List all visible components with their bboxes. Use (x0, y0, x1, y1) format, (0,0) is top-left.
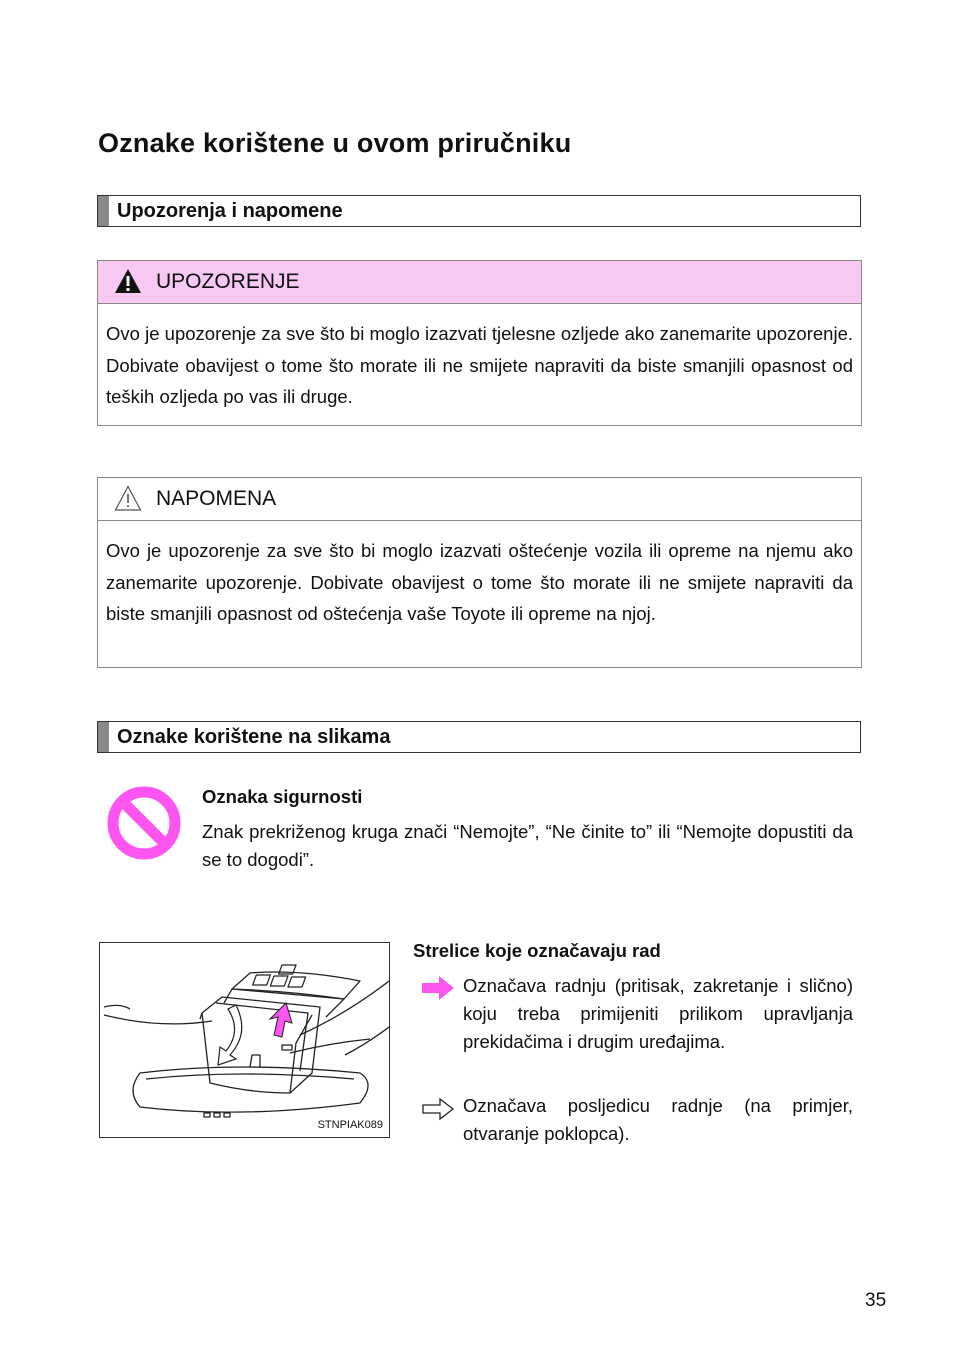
warning-heading: UPOZORENJE (156, 270, 300, 293)
prohibition-icon (107, 786, 181, 860)
safety-mark-text: Znak prekriženog kruga znači “Nemojte”, “Ne činite to” ili “Nemojte dopustiti da se to dogodi”. (202, 821, 853, 870)
warning-text: Ovo je upozorenje za sve što bi moglo izazvati tjelesne ozljede ako zanemarite upozorenje. Dobivate obavijest o tome što morate ili ne smijete napraviti da biste smanjili opasnost od teških ozljeda po vas ili druge. (106, 323, 853, 407)
page-title: Oznake korištene u ovom priručniku (98, 128, 572, 158)
arrows-title: Strelice koje označavaju rad (413, 940, 661, 961)
section-title: Upozorenja i napomene (117, 200, 343, 222)
warning-triangle-icon (114, 268, 142, 294)
result-arrow-text: Označava posljedicu radnje (na primjer, otvaranje poklopca). (463, 1095, 853, 1144)
illustration-code: STNPIAK089 (317, 1119, 383, 1131)
notice-heading: NAPOMENA (156, 487, 277, 510)
section-title: Oznake korištene na slikama (117, 726, 391, 748)
console-drawing (100, 943, 390, 1138)
result-arrow-icon (422, 1097, 454, 1121)
section-accent (98, 196, 109, 226)
notice-header (98, 478, 861, 521)
action-arrow-text: Označava radnju (pritisak, zakretanje i slično) koju treba primijeniti prilikom upravljanja prekidačima i drugim uređajima. (463, 975, 853, 1052)
section-header-illustration-marks (97, 721, 861, 753)
action-arrow-icon (422, 976, 454, 1000)
page-number: 35 (865, 1290, 887, 1311)
notice-box (97, 477, 862, 668)
warning-header (98, 261, 861, 304)
notice-text: Ovo je upozorenje za sve što bi moglo izazvati oštećenje vozila ili opreme na njemu ako zanemarite upozorenje. Dobivate obavijest o tome što morate ili ne smijete napraviti da biste smanjili opasnost od oštećenja vaše Toyote ili opreme na njoj. (106, 540, 853, 624)
warning-box (97, 260, 862, 426)
section-header-warnings (97, 195, 861, 227)
section-accent (98, 722, 109, 752)
safety-mark-title: Oznaka sigurnosti (202, 786, 363, 807)
overhead-console-illustration (99, 942, 390, 1138)
caution-triangle-outline-icon (114, 485, 142, 511)
